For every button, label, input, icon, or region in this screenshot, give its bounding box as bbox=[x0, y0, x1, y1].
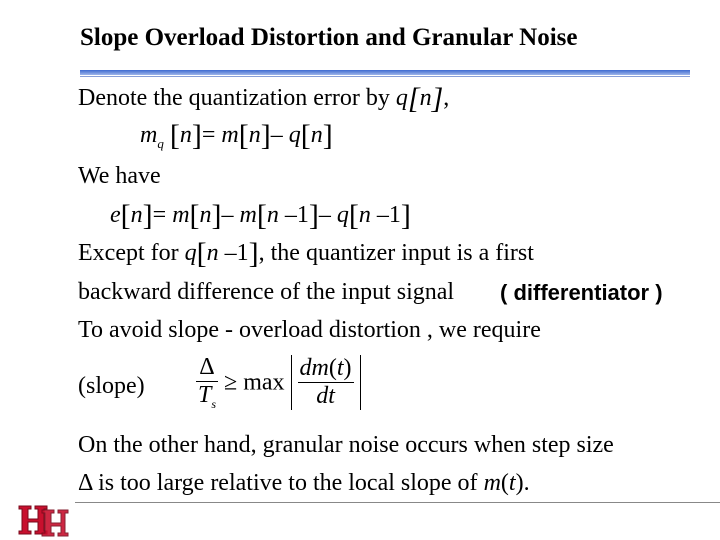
we-have-text: We have bbox=[78, 163, 161, 189]
except-text: Except for bbox=[78, 240, 179, 266]
slope-label: (slope) bbox=[78, 373, 145, 399]
equation-en: e[n]= m[n]– m[n –1]– q[n –1] bbox=[110, 199, 411, 232]
delta-over-ts: $\frac{\Delta}{T_s}$ bbox=[198, 354, 217, 411]
except-text-2: , the quantizer input is a first bbox=[258, 240, 534, 266]
differentiator-callout: ( differentiator ) bbox=[497, 280, 666, 306]
title-divider bbox=[80, 70, 690, 75]
footer-divider bbox=[75, 502, 720, 503]
avoid-text: To avoid slope - overload distortion , we require bbox=[78, 317, 541, 343]
denote-text: Denote the quantization error by bbox=[78, 85, 390, 111]
backward-text: backward difference of the input signal bbox=[78, 279, 455, 305]
q-n-expr: q[n] bbox=[395, 82, 444, 115]
denote-line: Denote the quantization error by q[n], bbox=[78, 82, 450, 115]
granular-text-2: Δ is too large relative to the local slope of bbox=[78, 470, 478, 496]
title-divider-thin bbox=[80, 76, 690, 77]
abs-derivative: $\frac{dm(t)}{dt}$ bbox=[291, 355, 361, 410]
except-line: Except for q[n –1], the quantizer input is a first bbox=[78, 237, 534, 270]
university-logo-icon bbox=[16, 500, 72, 540]
granular-line-2: Δ is too large relative to the local slope of m(t). bbox=[78, 470, 530, 496]
granular-text-1: On the other hand, granular noise occurs when step size bbox=[78, 432, 614, 458]
equation-mq: $m_q$ [n]= m[n]– q[n] bbox=[140, 119, 333, 152]
slope-inequality: $\frac{\Delta}{T_s}$ ≥ max $\frac{dm(t)}{dt}$ bbox=[196, 354, 361, 412]
slide-title: Slope Overload Distortion and Granular Noise bbox=[80, 24, 578, 51]
